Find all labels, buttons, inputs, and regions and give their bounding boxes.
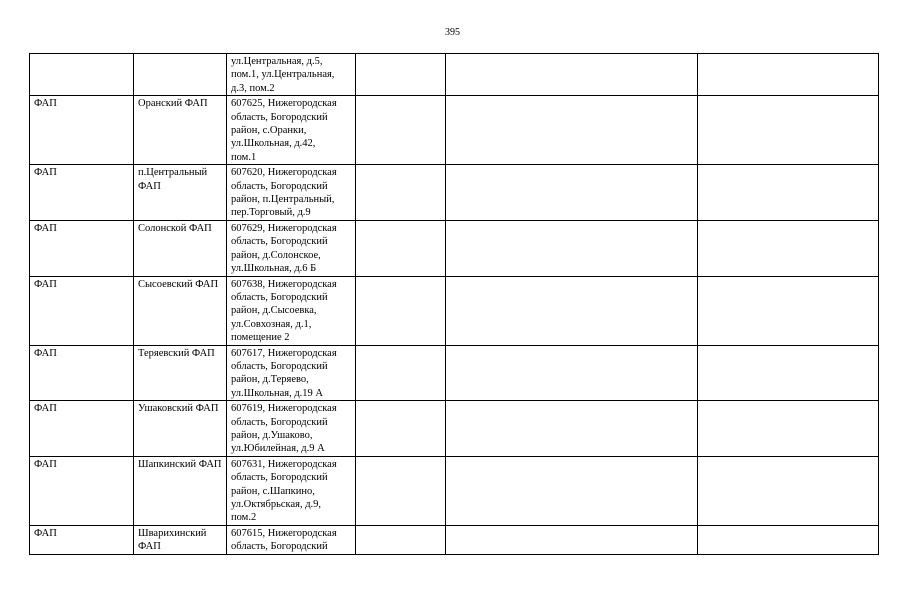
address-line: район, д.Теряево, [231, 374, 309, 386]
empty-cell-4 [356, 345, 446, 401]
empty-cell-4 [356, 456, 446, 525]
facility-type-cell: ФАП [30, 345, 134, 401]
facility-name-cell [134, 54, 227, 96]
address-line: 607620, Нижегородская [231, 167, 337, 179]
empty-cell-5 [446, 276, 698, 345]
address-line: район, п.Центральный, [231, 194, 335, 206]
empty-cell-6 [698, 165, 879, 221]
empty-cell-4 [356, 54, 446, 96]
address-line: район, д.Сысоевка, [231, 305, 317, 317]
facility-name-cell: Сысоевский ФАП [134, 276, 227, 345]
address-line: область, Богородский [231, 472, 328, 484]
facility-type-cell: ФАП [30, 165, 134, 221]
address-line: ул.Юбилейная, д.9 А [231, 443, 325, 455]
facility-address-cell [227, 220, 356, 276]
empty-cell-6 [698, 456, 879, 525]
facility-name-cell: Ушаковский ФАП [134, 401, 227, 457]
facility-type-cell: ФАП [30, 276, 134, 345]
address-line: область, Богородский [231, 416, 328, 428]
empty-cell-5 [446, 525, 698, 554]
address-line: 607619, Нижегородская [231, 403, 337, 415]
empty-cell-5 [446, 456, 698, 525]
empty-cell-6 [698, 96, 879, 165]
address-line: область, Богородский [231, 111, 328, 123]
facility-name-cell: Оранский ФАП [134, 96, 227, 165]
facility-type-cell: ФАП [30, 525, 134, 554]
facility-address-cell [227, 401, 356, 457]
empty-cell-6 [698, 401, 879, 457]
facility-name-cell: Солонской ФАП [134, 220, 227, 276]
address-line: район, с.Шапкино, [231, 485, 315, 497]
empty-cell-6 [698, 345, 879, 401]
facility-address-cell [227, 96, 356, 165]
table-row [30, 96, 879, 165]
empty-cell-6 [698, 54, 879, 96]
facility-type-cell: ФАП [30, 456, 134, 525]
facility-address-cell [227, 525, 356, 554]
empty-cell-5 [446, 345, 698, 401]
empty-cell-4 [356, 220, 446, 276]
empty-cell-4 [356, 276, 446, 345]
address-line: 607638, Нижегородская [231, 278, 337, 290]
address-line: область, Богородский [231, 360, 328, 372]
facility-address-cell [227, 165, 356, 221]
empty-cell-5 [446, 54, 698, 96]
page-number: 395 [445, 27, 460, 38]
table-row [30, 456, 879, 525]
table-row [30, 165, 879, 221]
table-row [30, 276, 879, 345]
address-line: пом.1, ул.Центральная, [231, 69, 335, 81]
empty-cell-4 [356, 401, 446, 457]
facility-name-cell: п.Центральный ФАП [134, 165, 227, 221]
empty-cell-6 [698, 525, 879, 554]
table-row [30, 220, 879, 276]
facility-type-cell: ФАП [30, 220, 134, 276]
address-line: ул.Октябрьская, д.9, [231, 499, 322, 510]
address-line: область, Богородский [231, 180, 328, 192]
address-line: 607615, Нижегородская [231, 527, 337, 539]
empty-cell-4 [356, 525, 446, 554]
address-line: район, д.Солонское, [231, 249, 321, 261]
address-line: 607617, Нижегородская [231, 347, 337, 359]
facility-table-body [30, 54, 879, 555]
address-line: область, Богородский [231, 541, 328, 553]
table-row [30, 54, 879, 96]
address-line: ул.Школьная, д.19 А [231, 387, 323, 399]
address-line: область, Богородский [231, 291, 328, 303]
facility-name-cell: Теряевский ФАП [134, 345, 227, 401]
empty-cell-5 [446, 220, 698, 276]
empty-cell-4 [356, 96, 446, 165]
facility-type-cell [30, 54, 134, 96]
facility-table [29, 53, 879, 555]
facility-type-cell: ФАП [30, 96, 134, 165]
address-line: д.3, пом.2 [231, 82, 275, 94]
table-row [30, 401, 879, 457]
address-line: область, Богородский [231, 236, 328, 248]
address-line: пом.1 [231, 151, 257, 163]
address-line: ул.Школьная, д.6 Б [231, 263, 317, 275]
empty-cell-4 [356, 165, 446, 221]
table-row [30, 345, 879, 401]
facility-type-cell: ФАП [30, 401, 134, 457]
address-line: помещение 2 [231, 332, 290, 344]
address-line: пом.2 [231, 512, 257, 524]
address-line: 607631, Нижегородская [231, 458, 337, 470]
address-line: 607629, Нижегородская [231, 222, 337, 234]
facility-address-cell [227, 456, 356, 525]
facility-address-cell [227, 345, 356, 401]
empty-cell-6 [698, 220, 879, 276]
address-line: 607625, Нижегородская [231, 98, 337, 110]
empty-cell-5 [446, 401, 698, 457]
facility-name-cell: Шварихинский ФАП [134, 525, 227, 554]
facility-address-cell [227, 276, 356, 345]
table-row [30, 525, 879, 554]
address-line: район, д.Ушаково, [231, 429, 313, 441]
empty-cell-5 [446, 96, 698, 165]
address-line: ул.Совхозная, д.1, [231, 318, 312, 330]
address-line: пер.Торговый, д.9 [231, 207, 311, 219]
address-line: ул.Школьная, д.42, [231, 138, 316, 150]
address-line: район, с.Оранки, [231, 125, 307, 137]
facility-name-cell: Шапкинский ФАП [134, 456, 227, 525]
address-line: ул.Центральная, д.5, [231, 56, 323, 67]
empty-cell-5 [446, 165, 698, 221]
empty-cell-6 [698, 276, 879, 345]
facility-address-cell [227, 54, 356, 96]
